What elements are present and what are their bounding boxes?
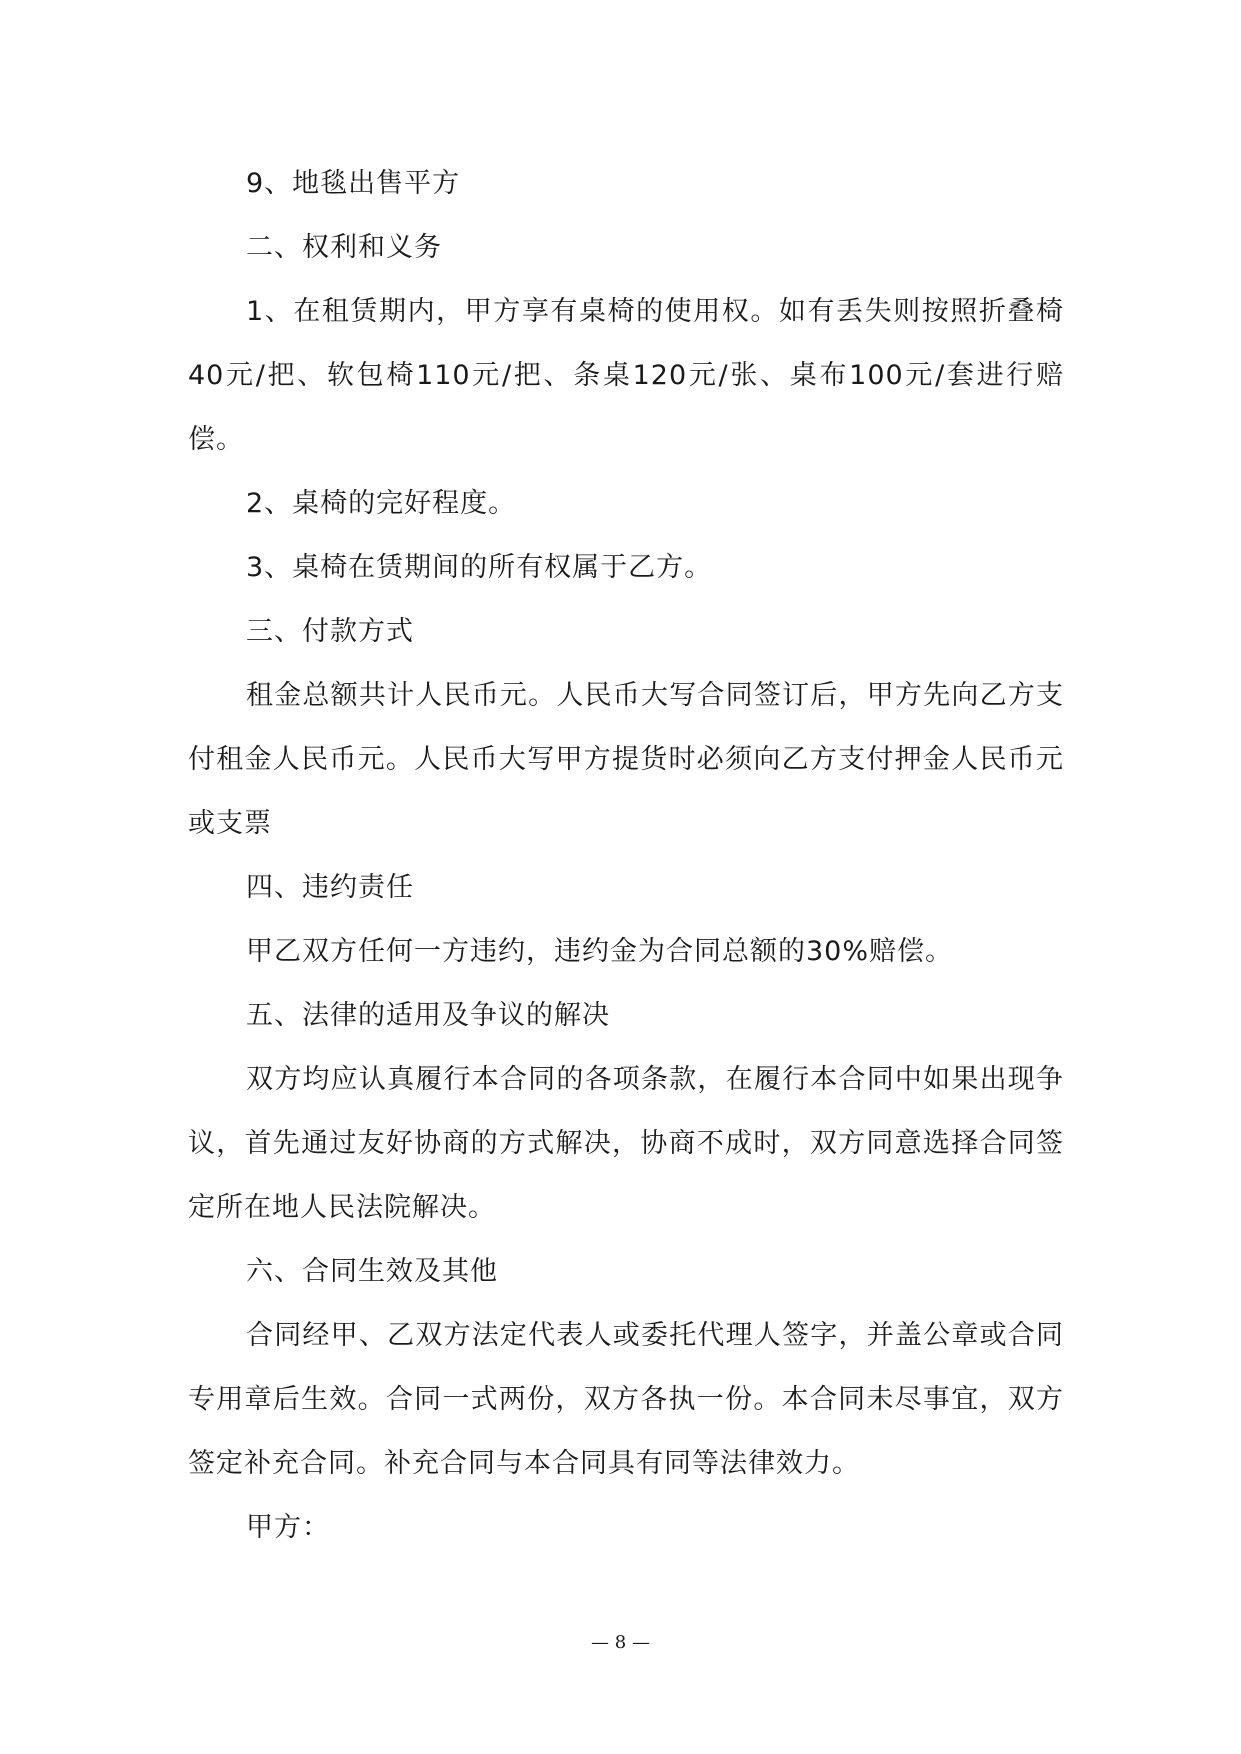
clause-contract-effect: 合同经甲、乙双方法定代表人或委托代理人签字，并盖公章或合同专用章后生效。合同一式两份，双方各执一份。本合同未尽事宜，双方签定补充合同。补充合同与本合同具有同等法律效力。 — [188, 1320, 1064, 1479]
list-item-carpet-sale: 9、地毯出售平方 — [246, 168, 461, 199]
page-number: — 8 — — [591, 1632, 650, 1653]
clause-ownership: 3、桌椅在赁期间的所有权属于乙方。 — [246, 552, 713, 583]
clause-condition: 2、桌椅的完好程度。 — [246, 488, 517, 519]
document-body — [188, 152, 1064, 1560]
section-heading-law-disputes: 五、法律的适用及争议的解决 — [246, 1000, 610, 1031]
section-heading-rights-obligations: 二、权利和义务 — [246, 232, 442, 263]
clause-dispute-resolution: 双方均应认真履行本合同的各项条款，在履行本合同中如果出现争议，首先通过友好协商的方式解决，协商不成时，双方同意选择合同签定所在地人民法院解决。 — [188, 1064, 1064, 1223]
clause-usage-rights: 1、在租赁期内，甲方享有桌椅的使用权。如有丢失则按照折叠椅40元/把、软包椅110元/把、条桌120元/张、桌布100元/套进行赔偿。 — [188, 296, 1064, 455]
clause-breach-penalty: 甲乙双方任何一方违约，违约金为合同总额的30%赔偿。 — [246, 936, 954, 967]
section-heading-effect-other: 六、合同生效及其他 — [246, 1256, 498, 1287]
party-a-signature-label: 甲方： — [246, 1512, 330, 1543]
section-heading-payment: 三、付款方式 — [246, 616, 414, 647]
clause-payment-terms: 租金总额共计人民币元。人民币大写合同签订后，甲方先向乙方支付租金人民币元。人民币大写甲方提货时必须向乙方支付押金人民币元或支票 — [188, 680, 1064, 839]
section-heading-breach: 四、违约责任 — [246, 872, 414, 903]
